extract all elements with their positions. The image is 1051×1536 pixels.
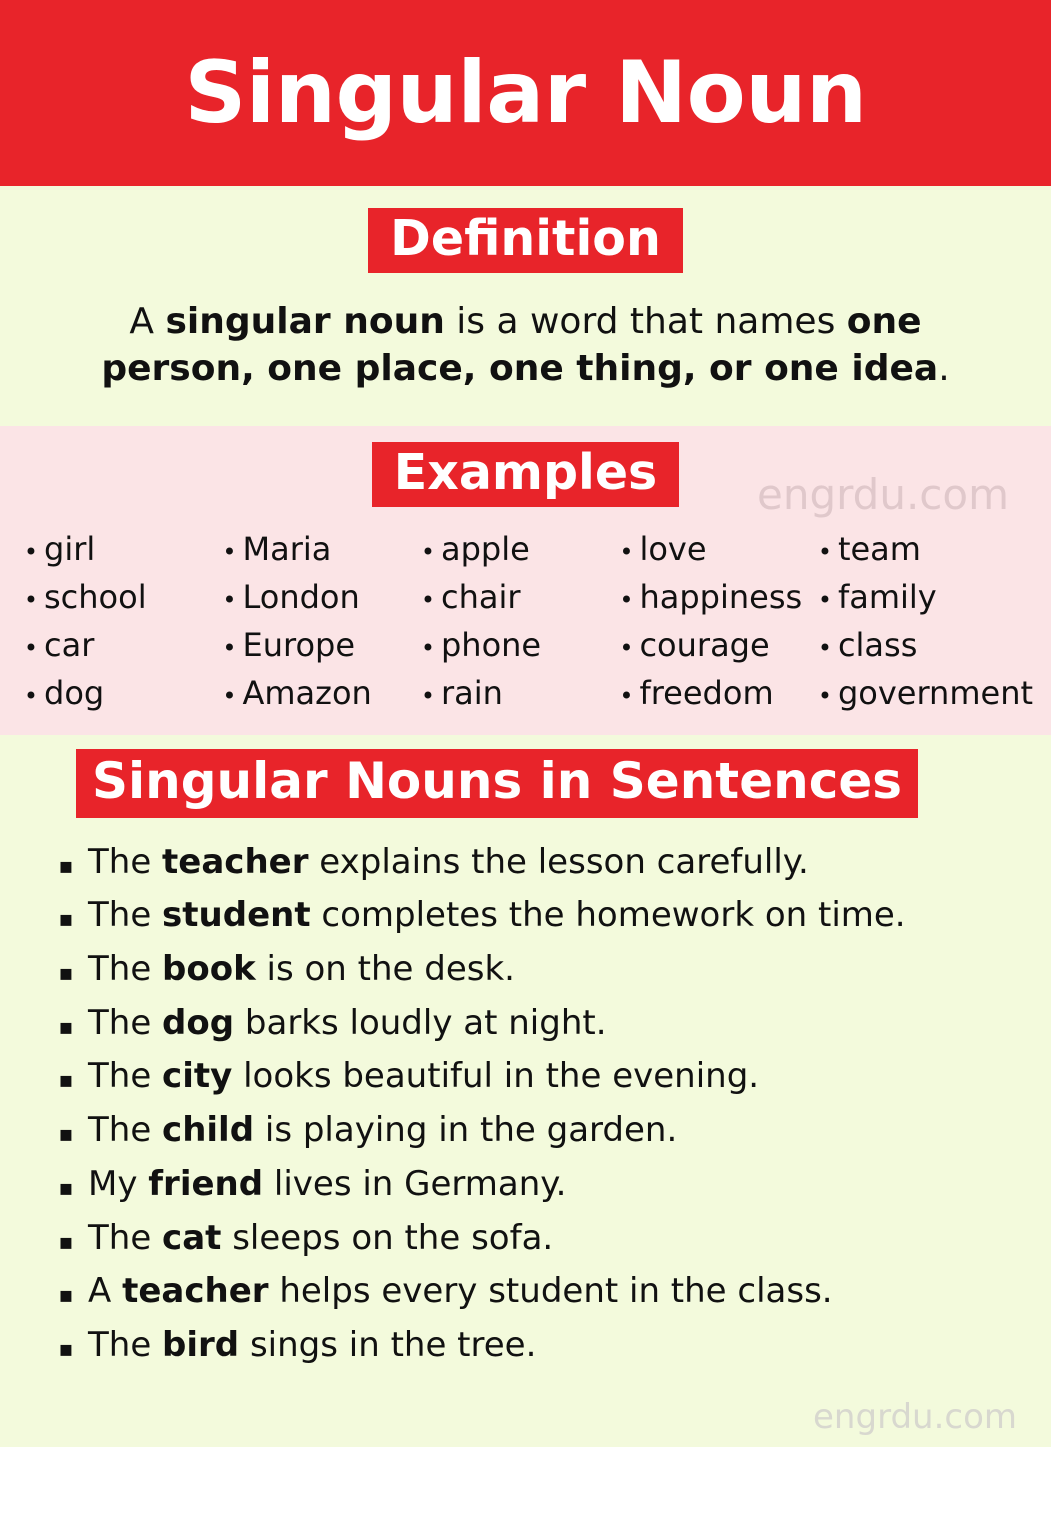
plain-text: explains the lesson carefully. xyxy=(308,841,809,882)
bullet-icon: • xyxy=(619,538,634,567)
sentence-text xyxy=(88,1158,566,1212)
plain-text: A xyxy=(129,301,166,343)
bullet-icon: • xyxy=(420,634,436,663)
example-word: school xyxy=(44,578,147,617)
bullet-icon: • xyxy=(23,538,39,567)
example-word: team xyxy=(837,530,921,569)
sentence-text xyxy=(88,997,607,1051)
example-word: family xyxy=(837,578,937,617)
list-item xyxy=(812,621,1033,669)
title-banner xyxy=(0,0,1051,186)
list-item xyxy=(44,1104,1011,1158)
emphasis-text: student xyxy=(162,895,311,936)
bullet-icon: • xyxy=(619,682,634,711)
square-bullet-icon: ▪ xyxy=(58,1283,74,1309)
list-item xyxy=(44,889,1011,943)
plain-text: The xyxy=(88,1217,163,1258)
bullet-icon: • xyxy=(420,586,436,615)
emphasis-text: one person, one place, one thing, or one idea xyxy=(101,301,939,389)
square-bullet-icon: ▪ xyxy=(58,1337,74,1362)
plain-text: barks loudly at night. xyxy=(234,1002,607,1043)
list-item xyxy=(613,525,811,573)
sentences-heading: Singular Nouns in Sentences xyxy=(76,749,918,818)
bullet-icon: • xyxy=(420,538,436,567)
list-item xyxy=(812,669,1033,717)
watermark-top: engrdu.com xyxy=(757,469,1009,519)
list-item xyxy=(613,621,811,669)
list-item xyxy=(18,621,216,669)
list-item xyxy=(18,669,216,717)
examples-column xyxy=(216,525,414,717)
plain-text: completes the homework on time. xyxy=(310,895,906,936)
bullet-icon: • xyxy=(23,586,39,615)
bullet-icon: • xyxy=(817,634,833,663)
plain-text: The xyxy=(88,1056,163,1097)
emphasis-text: friend xyxy=(148,1163,264,1204)
list-item xyxy=(44,1265,1011,1319)
sentence-text xyxy=(88,1212,553,1266)
example-word: happiness xyxy=(639,578,803,617)
examples-columns xyxy=(18,525,1033,717)
plain-text: sleeps on the sofa. xyxy=(221,1217,554,1258)
bullet-icon: • xyxy=(817,538,833,567)
definition-section xyxy=(0,186,1051,426)
bullet-icon: • xyxy=(23,634,39,663)
list-item xyxy=(415,573,613,621)
list-item xyxy=(613,573,811,621)
list-item xyxy=(18,525,216,573)
example-word: girl xyxy=(44,530,96,569)
square-bullet-icon: ▪ xyxy=(58,1229,74,1255)
list-item xyxy=(44,836,1011,890)
list-item xyxy=(613,669,811,717)
example-word: dog xyxy=(44,674,105,713)
example-word: rain xyxy=(440,674,503,713)
bullet-icon: • xyxy=(222,538,237,567)
examples-heading: Examples xyxy=(372,442,679,507)
plain-text: lives in Germany. xyxy=(263,1163,567,1204)
plain-text: A xyxy=(88,1271,123,1312)
square-bullet-icon: ▪ xyxy=(58,1175,74,1201)
example-word: car xyxy=(44,626,95,665)
list-item xyxy=(812,573,1033,621)
list-item xyxy=(216,669,414,717)
list-item xyxy=(812,525,1033,573)
sentence-text xyxy=(88,889,906,943)
sentences-list xyxy=(0,836,1051,1373)
example-word: courage xyxy=(639,626,770,665)
plain-text: is on the desk. xyxy=(255,948,515,989)
list-item xyxy=(216,525,414,573)
plain-text: My xyxy=(88,1163,149,1204)
bullet-icon: • xyxy=(222,682,237,711)
plain-text: helps every student in the class. xyxy=(268,1271,833,1312)
list-item xyxy=(415,669,613,717)
bullet-icon: • xyxy=(817,682,833,711)
emphasis-text: dog xyxy=(162,1002,235,1043)
bullet-icon: • xyxy=(619,634,634,663)
list-item xyxy=(44,1319,1011,1373)
sentence-text xyxy=(88,1104,677,1158)
list-item xyxy=(44,1158,1011,1212)
list-item xyxy=(18,573,216,621)
emphasis-text: cat xyxy=(162,1217,222,1258)
square-bullet-icon: ▪ xyxy=(58,1122,74,1148)
example-word: class xyxy=(837,626,918,665)
list-item xyxy=(44,997,1011,1051)
bullet-icon: • xyxy=(222,634,237,663)
square-bullet-icon: ▪ xyxy=(58,1014,74,1040)
examples-column xyxy=(415,525,613,717)
square-bullet-icon: ▪ xyxy=(58,1068,74,1094)
page-title: Singular Noun xyxy=(184,43,867,143)
sentence-text xyxy=(88,943,515,997)
plain-text: is a word that names xyxy=(444,301,847,343)
plain-text: The xyxy=(88,1002,163,1043)
emphasis-text: teacher xyxy=(122,1271,269,1312)
definition-heading-wrap xyxy=(0,208,1051,273)
list-item xyxy=(415,621,613,669)
examples-heading-row xyxy=(0,442,1051,519)
emphasis-text: book xyxy=(162,948,256,989)
example-word: freedom xyxy=(639,674,774,713)
example-word: apple xyxy=(440,530,530,569)
emphasis-text: teacher xyxy=(162,841,309,882)
sentence-text xyxy=(88,1265,833,1319)
plain-text: The xyxy=(88,895,163,936)
example-word: London xyxy=(242,578,360,617)
emphasis-text: bird xyxy=(162,1325,240,1365)
square-bullet-icon: ▪ xyxy=(58,907,74,933)
bullet-icon: • xyxy=(23,682,39,711)
bullet-icon: • xyxy=(619,586,634,615)
examples-column xyxy=(18,525,216,717)
bullet-icon: • xyxy=(222,586,237,615)
sentence-text xyxy=(88,1319,536,1373)
list-item xyxy=(44,1212,1011,1266)
emphasis-text: city xyxy=(162,1056,233,1097)
emphasis-text: child xyxy=(162,1110,255,1151)
examples-column xyxy=(812,525,1033,717)
list-item xyxy=(216,573,414,621)
square-bullet-icon: ▪ xyxy=(58,853,74,879)
plain-text: . xyxy=(938,347,950,389)
square-bullet-icon: ▪ xyxy=(58,960,74,986)
plain-text: The xyxy=(88,1325,163,1365)
examples-section xyxy=(0,426,1051,735)
plain-text: sings in the tree. xyxy=(239,1325,537,1365)
sentences-section xyxy=(0,735,1051,1447)
sentence-text xyxy=(88,1050,759,1104)
example-word: love xyxy=(639,530,707,569)
example-word: Europe xyxy=(242,626,356,665)
example-word: government xyxy=(837,674,1034,713)
watermark-bottom: engrdu.com xyxy=(813,1397,1017,1438)
list-item xyxy=(44,943,1011,997)
plain-text: looks beautiful in the evening. xyxy=(232,1056,760,1097)
example-word: Amazon xyxy=(242,674,372,713)
plain-text: is playing in the garden. xyxy=(254,1110,678,1151)
definition-text xyxy=(48,299,1003,391)
plain-text: The xyxy=(88,1110,163,1151)
bullet-icon: • xyxy=(420,682,436,711)
emphasis-text: singular noun xyxy=(165,301,445,343)
sentence-text xyxy=(88,836,809,890)
plain-text: The xyxy=(88,841,163,882)
definition-heading: Definition xyxy=(368,208,683,273)
example-word: phone xyxy=(440,626,542,665)
list-item xyxy=(216,621,414,669)
plain-text: The xyxy=(88,948,163,989)
examples-column xyxy=(613,525,811,717)
sentences-heading-wrap xyxy=(0,749,1051,818)
bullet-icon: • xyxy=(817,586,833,615)
list-item xyxy=(44,1050,1011,1104)
list-item xyxy=(415,525,613,573)
example-word: chair xyxy=(440,578,521,617)
example-word: Maria xyxy=(242,530,332,569)
